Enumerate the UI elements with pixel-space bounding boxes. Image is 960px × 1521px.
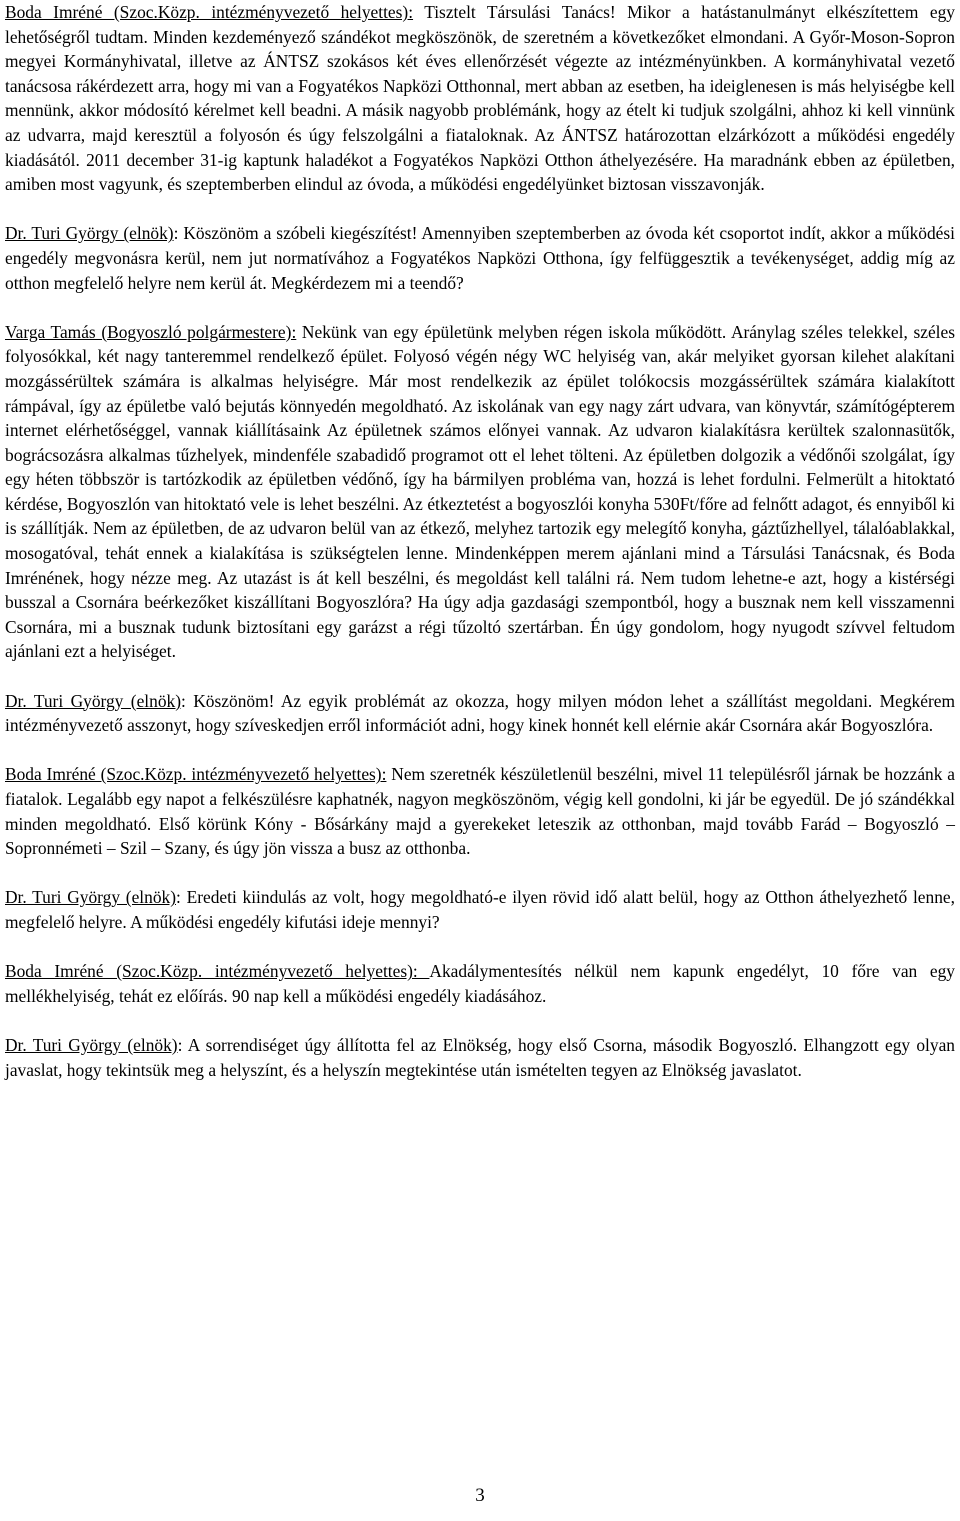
paragraph-boda-3 [5,959,955,1008]
speaker-name: Dr. Turi György (elnök) [5,223,174,244]
paragraph-text: Nem szeretnék készületlenül beszélni, mivel 11 településről járnak be hozzánk a fiatalok. Legalább egy napot a felkészülésre kaphatnék, nagyon megköszönöm, végig kell gondolni, ki jár be egyedül. De jó szándékkal minden megoldható. Első körünk Kóny - Bősárkány majd a gyerekeket leteszik az otthonban, majd tovább Farád – Bogyoszló – Sopronnémeti – Szil – Szany, és úgy jön vissza a busz az otthonba. [5,764,955,859]
speaker-name: Boda Imréné (Szoc.Közp. intézményvezető helyettes): [5,2,414,22]
paragraph-boda-2 [5,762,955,860]
speaker-name: Dr. Turi György (elnök) [5,887,176,908]
paragraph-turi-3 [5,885,955,934]
paragraph-varga [5,320,955,664]
paragraph-text: : Köszönöm! Az egyik problémát az okozza, hogy milyen módon lehet a szállítást megoldani. Megkérem intézményvezető asszonyt, hogy szíveskedjen erről információt adni, hogy kinek honnét kell elérnie akár Csornára akár Bogyoszlóra. [5,690,955,736]
speaker-name: Boda Imréné (Szoc.Közp. intézményvezető helyettes): [5,764,387,785]
page-body [5,0,955,1107]
speaker-name: Varga Tamás (Bogyoszló polgármestere): [5,321,297,342]
paragraph-text: : Eredeti kiindulás az volt, hogy megoldható-e ilyen rövid idő alatt belül, hogy az Otthon áthelyezhető lenne, megfelelő helyre. A működési engedély kifutási ideje mennyi? [5,887,955,932]
paragraph-text: Nekünk van egy épületünk melyben régen iskola működött. Aránylag széles telekkel, széles folyosókkal, két nagy tanteremmel rendelkező épület. Folyosó végén négy WC helyiség van, akár melyiket gyorsan kilehet alakítani mozgássérültek számára is alkalmas helyiségre. Már most rendelkezik az épület tolókocsis mozgássérültek számára kialakított rámpával, így az épületbe való bejutás könnyedén megoldható. Az iskolának van egy nagy zárt udvara, van könyvtár, számítógépterem internet elérhetőséggel, vannak kiállításaink Az épületnek számos előnyei vannak. Az udvaron kialakításra kerültek szalonnasütők, bográcsozásra alkalmas tűzhelyek, mindenféle szabadidő programot ott el lehet tölteni. Az épületben dolgozik a védőnői szolgálat, így egy héten többször is tartózkodik az épületben védőnő, így ha bármilyen probléma van, hozzá is lehet fordulni. Felmerült a hitoktató kérdése, Bogyoszlón van hitoktató vele is lehet beszélni. Az étkeztetést a bogyoszlói konyha 530Ft/főre ad felnőtt adagot, és ennyiből ki is szállítják. Nem az épületben, de az udvaron belül van az étkező, melyhez tartozik egy melegítő konyha, gáztűzhellyel, tálalóablakkal, mosogatóval, tehát ennek a kialakítása is szükségtelen lenne. Mindenképpen merem ajánlani mind a Társulási Tanácsnak, és Boda Imrénének, hogy nézze meg. Az utazást is át kell beszélni, és megoldást kell találni rá. Nem tudom lehetne-e azt, hogy a kistérségi busszal a Csornára beérkezőket kiszállítani Bogyoszlóra? Ha úgy adja gazdasági szempontból, hogy a busznak nem kell visszamenni Csornára, mi a busznak tudunk biztosítani egy garázst a régi tűzoltó szertárban. Én úgy gondolom, hogy nyugodt szívvel feltudom ajánlani ezt a helyiséget. [5,321,955,662]
paragraph-text: Tisztelt Társulási Tanács! Mikor a hatástanulmányt elkészítettem egy lehetőségről tudtam. Minden kezdeményező szándékot megköszönök, de szeretném a következőket elmondani. A Győr-Moson-Sopron megyei Kormányhivatal, illetve az ÁNTSZ szokásos két éves ellenőrzését végezte az intézményünkben. A kormányhivatal vezető tanácsosa rákérdezett arra, hogy mi van a Fogyatékos Napközi Otthonnal, mert abban az esetben, ha ideiglenesen is más helyiségbe kell mennünk, akkor módosító kérelmet kell beadni. A másik nagyobb problémánk, hogy az ételt ki tudjuk szolgálni, ahhoz ki kell vinnünk az udvarra, majd keresztül a folyosón és úgy felszolgálni a fiataloknak. Az ÁNTSZ határozottan elzárkózott a működési engedély kiadásától. 2011 december 31-ig kaptunk haladékot a Fogyatékos Napközi Otthon áthelyezésére. Ha maradnánk ebben az épületben, amiben most vagyunk, és szeptemberben elindul az óvoda, a működési engedélyünket biztosan visszavonják. [5,2,956,195]
paragraph-text: Akadálymentesítés nélkül nem kapunk engedélyt, 10 főre van egy mellékhelyiség, tehát ez előírás. 90 nap kell a működési engedély kiadásához. [5,961,956,1006]
paragraph-turi-4 [5,1033,955,1082]
paragraph-boda-1 [5,0,955,197]
page-number: 3 [475,1485,485,1506]
paragraph-turi-2 [5,689,955,738]
speaker-name: Dr. Turi György (elnök) [5,1034,178,1055]
paragraph-text: : Köszönöm a szóbeli kiegészítést! Amennyiben szeptemberben az óvoda két csoportot indít, akkor a működési engedély megvonásra kerül, nem jut normatívához a Fogyatékos Napközi Otthona, így felfüggesztik a tevékenységet, addig míg az otthon megfelelő helyre nem kerül át. Megkérdezem mi a teendő? [5,223,955,293]
paragraph-turi-1 [5,221,955,295]
paragraph-text: : A sorrendiséget úgy állította fel az Elnökség, hogy első Csorna, második Bogyoszló. Elhangzott egy olyan javaslat, hogy tekintsük meg a helyszínt, és a helyszín megtekintése után ismételten tegyen az Elnökség javaslatot. [5,1034,955,1080]
speaker-name: Boda Imréné (Szoc.Közp. intézményvezető helyettes): [5,961,430,982]
speaker-name: Dr. Turi György (elnök) [5,690,182,711]
